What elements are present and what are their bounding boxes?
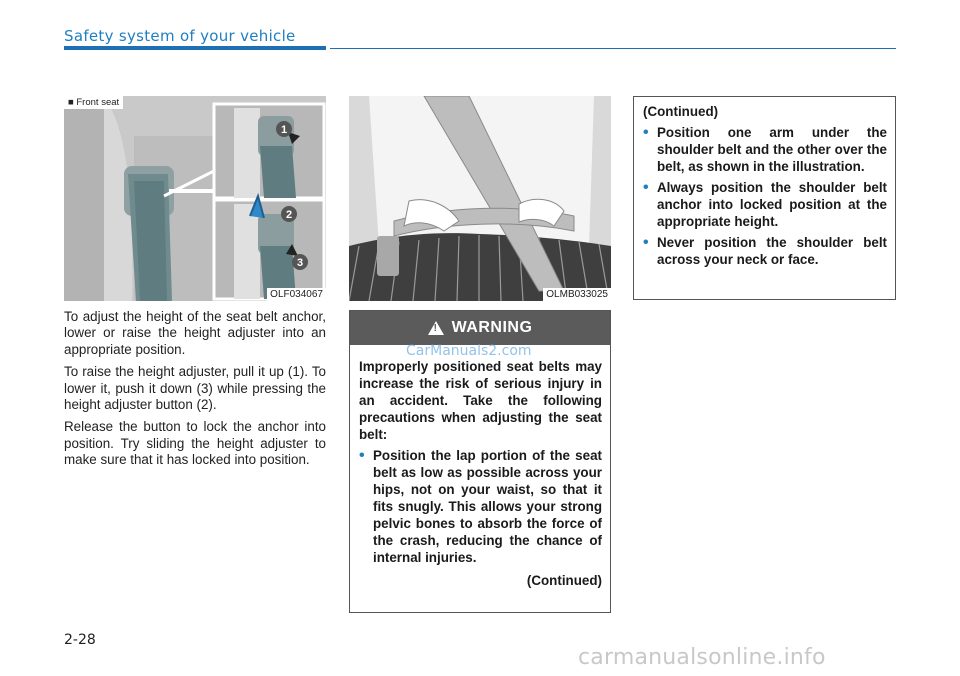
bullet-icon: • bbox=[359, 447, 365, 464]
header-rule-thin bbox=[330, 48, 896, 49]
continuation-bullet bbox=[643, 124, 887, 175]
bullet-icon: • bbox=[643, 234, 649, 251]
header-rule-thick bbox=[64, 46, 326, 50]
body-paragraph: To adjust the height of the seat belt anchor, lower or raise the height adjuster into an appropriate position. bbox=[64, 309, 326, 357]
watermark-text: CarManuals2.com bbox=[406, 343, 532, 359]
body-paragraph: Release the button to lock the anchor into position. Try sliding the height adjuster to make sure that it has locked into position. bbox=[64, 419, 326, 468]
continuation-bullet bbox=[643, 234, 887, 268]
body-text bbox=[64, 309, 326, 475]
continuation-bullet-text: Never position the shoulder belt across your neck or face. bbox=[657, 235, 887, 267]
warning-header bbox=[350, 311, 610, 345]
warning-intro: Improperly positioned seat belts may increase the risk of serious injury in an accident. Take the following precautions when adjusting the seat belt: bbox=[359, 359, 602, 442]
continuation-bullet bbox=[643, 179, 887, 230]
continuation-bullet-text: Position one arm under the shoulder belt and the other over the belt, as shown in the illustration. bbox=[657, 125, 887, 174]
page-number: 2-28 bbox=[64, 632, 96, 648]
continuation-heading: (Continued) bbox=[643, 104, 719, 119]
belt-position-illustration bbox=[349, 96, 611, 301]
warning-heading: WARNING bbox=[451, 319, 533, 336]
figure-caption: ■ Front seat bbox=[64, 96, 123, 109]
belt-position-figure bbox=[349, 96, 611, 301]
bullet-icon: • bbox=[643, 124, 649, 141]
warning-bullet bbox=[359, 447, 602, 566]
warning-body bbox=[350, 345, 610, 589]
warning-bullet-text: Position the lap portion of the seat belt as low as possible across your hips, not on your waist, so that it fits snugly. This allows your strong pelvic bones to absorb the force of the crash, reducing the chance of internal injuries. bbox=[373, 448, 602, 565]
callout-3: 3 bbox=[296, 257, 304, 269]
figure-code: OLF034067 bbox=[267, 288, 326, 301]
section-title: Safety system of your vehicle bbox=[64, 27, 296, 45]
callout-2: 2 bbox=[285, 209, 293, 221]
bullet-icon: • bbox=[643, 179, 649, 196]
height-adjuster-illustration bbox=[64, 96, 326, 301]
warning-continued: (Continued) bbox=[526, 573, 602, 588]
height-adjuster-figure bbox=[64, 96, 326, 301]
callout-1: 1 bbox=[280, 124, 288, 136]
continuation-bullet-text: Always position the shoulder belt anchor into locked position at the appropriate height. bbox=[657, 180, 887, 229]
continuation-box bbox=[633, 96, 896, 300]
site-watermark: carmanualsonline.info bbox=[578, 645, 826, 670]
figure-code: OLMB033025 bbox=[543, 288, 611, 301]
body-paragraph: To raise the height adjuster, pull it up (1). To lower it, push it down (3) while pressing the height adjuster button (2). bbox=[64, 364, 326, 413]
warning-triangle-icon bbox=[428, 321, 444, 335]
